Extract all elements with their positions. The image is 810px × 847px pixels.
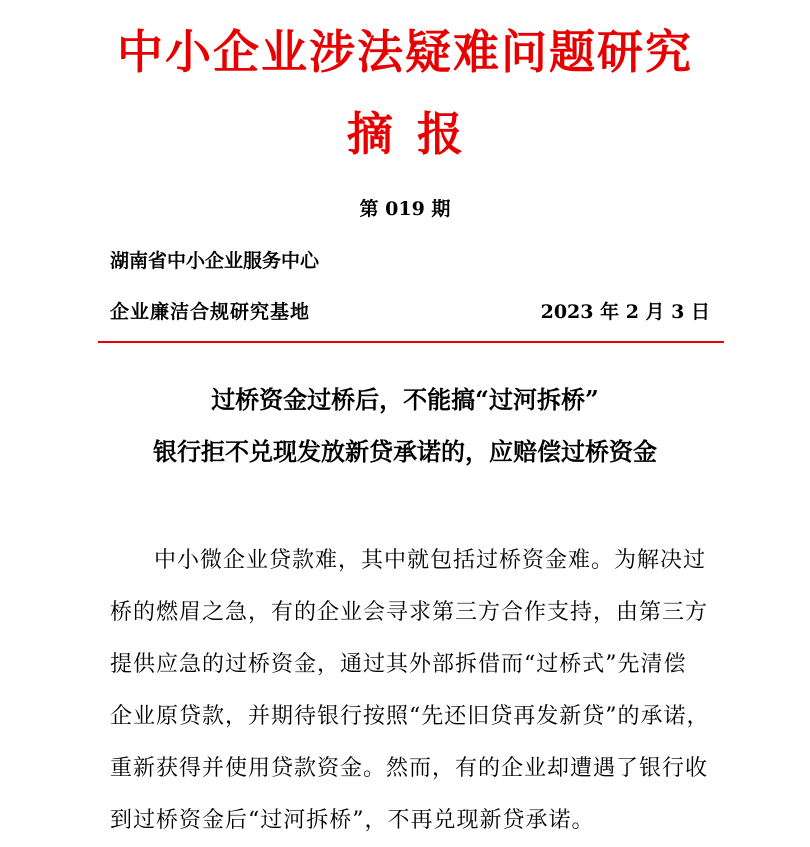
report-title: 中小企业涉法疑难问题研究 (117, 25, 693, 79)
body-line: 桥的燃眉之急，有的企业会寻求第三方合作支持，由第三方 (110, 600, 709, 625)
research-base-name: 企业廉洁合规研究基地 (110, 301, 311, 323)
organization-name: 湖南省中小企业服务中心 (110, 250, 320, 272)
article-body (110, 535, 730, 847)
body-line: 提供应急的过桥资金，通过其外部拆借而“过桥式”先清偿 (110, 652, 687, 677)
publish-date: 2023 年 2 月 3 日 (540, 301, 710, 323)
body-line: 企业原贷款，并期待银行按照“先还旧贷再发新贷”的承诺， (110, 704, 710, 729)
issue-number: 第 019 期 (359, 198, 451, 220)
body-line: 重新获得并使用贷款资金。然而，有的企业却遭遇了银行收 (110, 756, 709, 781)
article-headline-line2: 银行拒不兑现发放新贷承诺的，应赔偿过桥资金 (153, 437, 657, 466)
body-line: 中小微企业贷款难，其中就包括过桥资金难。为解决过 (154, 548, 707, 573)
red-divider (98, 341, 724, 343)
article-headline-line1: 过桥资金过桥后，不能搞“过河拆桥” (211, 385, 599, 414)
body-line: 到过桥资金后“过河拆桥”，不再兑现新贷承诺。 (110, 808, 595, 833)
report-subtitle: 摘报 (347, 107, 487, 161)
